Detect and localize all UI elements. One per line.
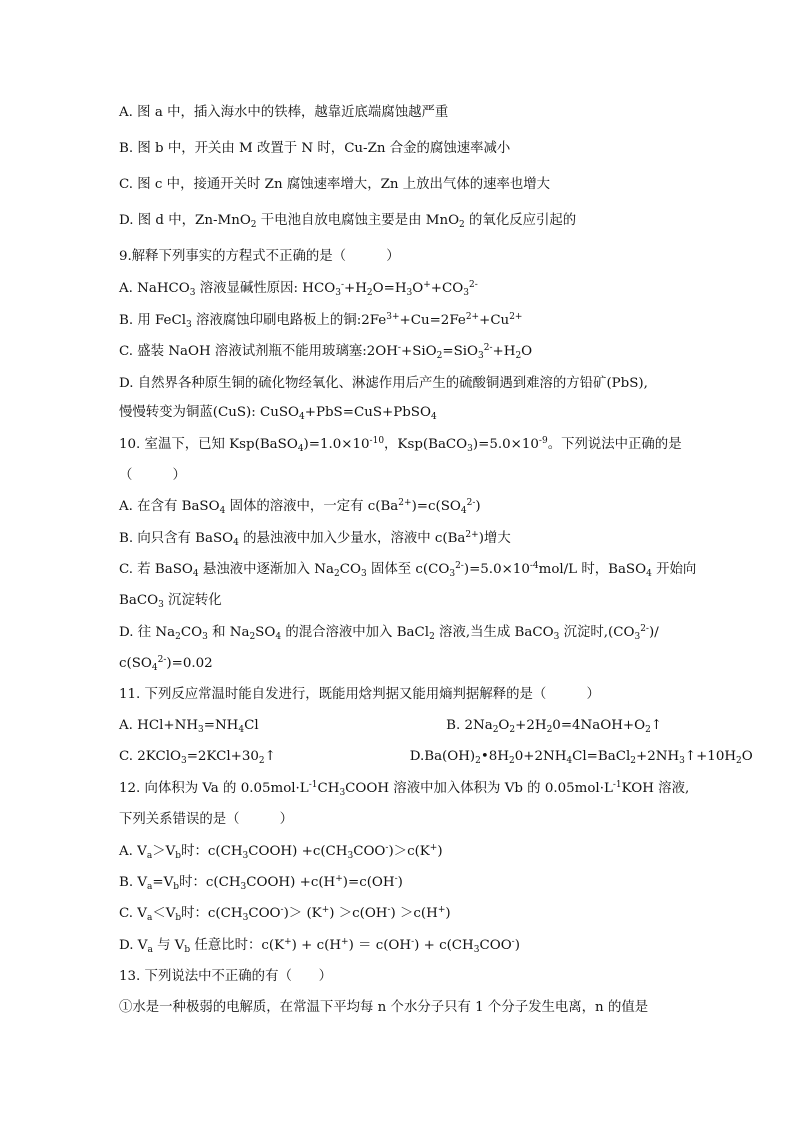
q10-option-b: B. 向只含有 BaSO$_4$ 的悬浊液中加入少量水，溶液中 $c(Ba^{2+})$增大 xyxy=(119,530,511,548)
q12-option-b: B. $V_a=V_b$时：$c(CH_3COOH) +c(H^+)=c(OH^-)$ xyxy=(119,874,403,892)
q13-item-1: ①水是一种极弱的电解质，在常温下平均每 n 个水分子只有 1 个分子发生电离，n 的值是 xyxy=(119,1000,649,1015)
q10-option-d: D. 往 $Na_2CO_3$ 和 $Na_2SO_4$ 的混合溶液中加入 BaCl$_2$ 溶液,当生成 BaCO$_3$ 沉淀时$,(CO_3^{2-})/$ xyxy=(119,624,659,642)
q10-stem-bracket: （ ） xyxy=(119,468,186,483)
q11-options-cd: C. $2KClO_3=2KCl+30_2↑$ $D.Ba(OH)_2•8H_20+2NH_4Cl=BaCl_2+2NH_3↑+10H_2O$ xyxy=(119,749,753,766)
q12-stem-cont: 下列关系错误的是（ ） xyxy=(119,812,294,827)
q10-option-a: A. 在含有 BaSO$_4$ 固体的溶液中，一定有 $c(Ba^{2+})=c(SO_4^{2-})$ xyxy=(119,498,481,516)
q11-stem: 11. 下列反应常温时能自发进行，既能用焓判据又能用熵判据解释的是（ ） xyxy=(119,687,600,702)
q12-stem: 12. 向体积为 Va 的 $0.05mol\cdot L^{-1}CH_3COOH$ 溶液中加入体积为 Vb 的 $0.05mol\cdot L^{-1}KOH$ 溶液, xyxy=(119,780,690,798)
q9-option-d: D. 自然界各种原生铜的硫化物经氧化、淋滤作用后产生的硫酸铜遇到难溶的方铅矿(PbS), xyxy=(119,376,648,391)
q10-option-d-cont: $c(SO_4^{2-})=0.02$ xyxy=(119,655,213,673)
q13-stem: 13. 下列说法中不正确的有（ ） xyxy=(119,969,333,984)
q10-option-c: C. 若 BaSO$_4$ 悬浊液中逐渐加入 $Na_2CO_3$ 固体至 $c(CO_3^{2-})=5.0\times 10^{-4}mol/L$ 时，BaSO$_4$ 开始向 xyxy=(119,561,697,579)
q8-option-c: C. 图 c 中，接通开关时 Zn 腐蚀速率增大，Zn 上放出气体的速率也增大 xyxy=(119,177,551,192)
q9-stem: 9.解释下列事实的方程式不正确的是（ ） xyxy=(119,249,400,264)
q11-options-ab: A. $HCl+NH_3=NH_4Cl$ B. $2Na_2O_2+2H_20=4NaOH+O_2↑$ xyxy=(119,718,663,735)
q12-option-a: A. $V_a>V_b$时：$c(CH_3COOH) +c(CH_3COO^-)>c(K^+)$ xyxy=(119,843,443,861)
q8-option-b: B. 图 b 中，开关由 M 改置于 N 时，Cu-Zn 合金的腐蚀速率减小 xyxy=(119,141,511,156)
q12-option-c: C. $V_a<V_b$时：$c(CH_3COO^-)> (K^+) >c(OH^-) >c(H^+)$ xyxy=(119,905,451,923)
q8-option-d: D. 图 d 中，Zn-MnO$_2$ 干电池自放电腐蚀主要是由 MnO$_2$ 的氧化反应引起的 xyxy=(119,213,577,230)
q12-option-d: D. $V_a$ 与 $V_b$ 任意比时：$c(K^+) + c(H^+) = c(OH^-) + c(CH_3COO^-)$ xyxy=(119,937,520,955)
q10-option-c-cont: BaCO$_3$ 沉淀转化 xyxy=(119,593,222,610)
q9-option-c: C. 盛装 NaOH 溶液试剂瓶不能用玻璃塞$:2OH^-+SiO_2=SiO_3^{2-}+H_2O$ xyxy=(119,343,533,361)
q9-option-b: B. 用 FeCl$_3$ 溶液腐蚀印刷电路板上的铜$:2Fe^{3+}+Cu=2Fe^{2+}+Cu^{2+}$ xyxy=(119,312,523,330)
q10-stem: 10. 室温下，已知 $Ksp(BaSO_4)=1.0\times 10^{-10}$，$Ksp(BaCO_3)=5.0\times 10^{-9}$。下列说法中正确的是 xyxy=(119,436,682,454)
q8-option-a: A. 图 a 中，插入海水中的铁棒，越靠近底端腐蚀越严重 xyxy=(119,105,449,120)
q9-option-a: A. NaHCO$_3$ 溶液显碱性原因: $HCO_3^-+H_2O=H_3O^++CO_3^{2-}$ xyxy=(119,280,478,298)
q9-option-d-cont: 慢慢转变为铜蓝(CuS): CuSO$_4$+PbS=CuS+PbSO$_4$ xyxy=(119,405,437,422)
